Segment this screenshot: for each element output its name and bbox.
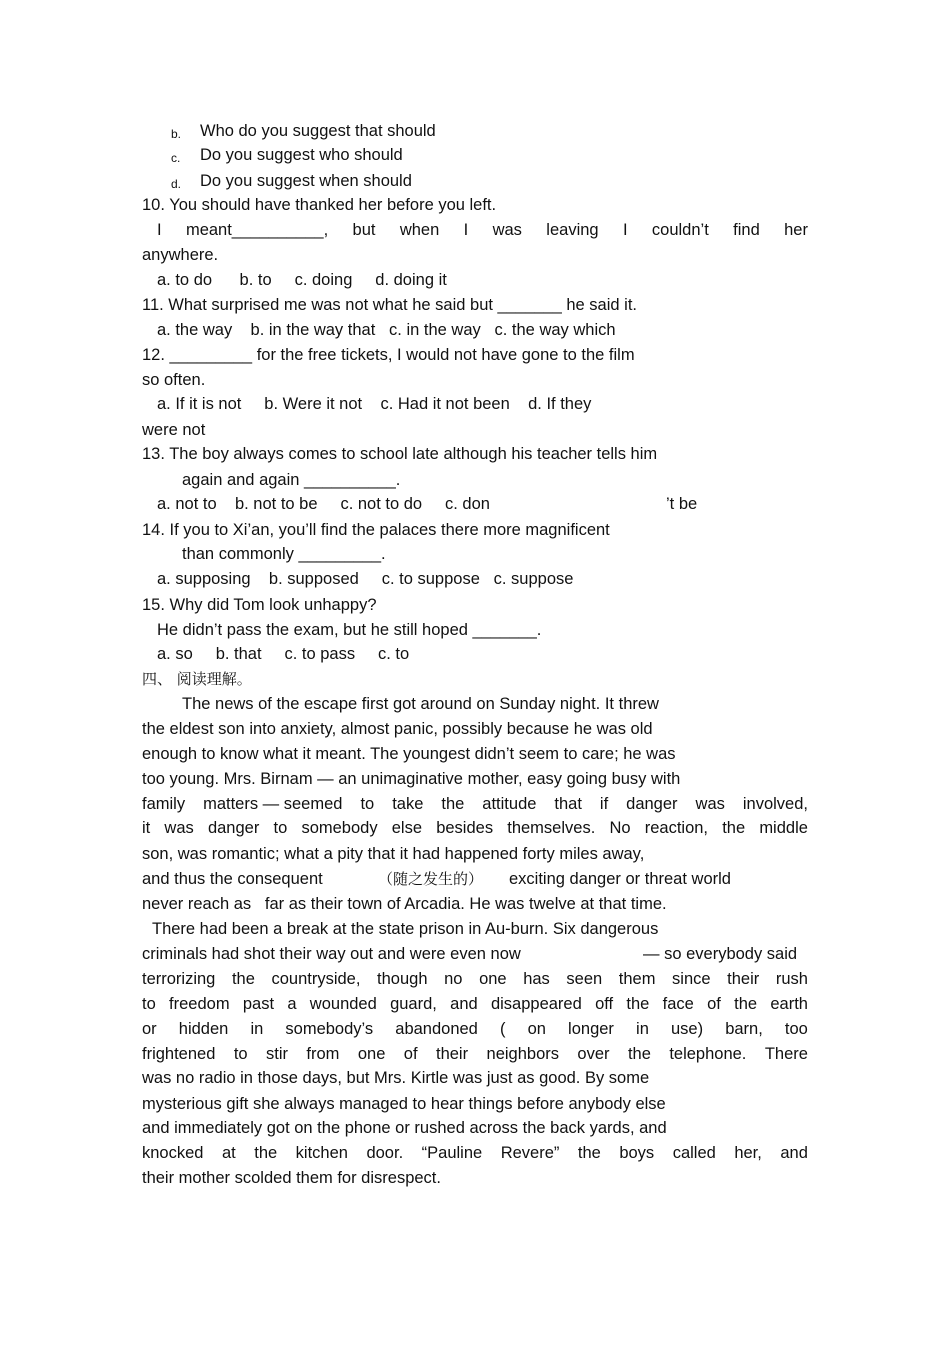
- word: but: [352, 221, 376, 239]
- word: the: [722, 819, 746, 837]
- passage-line: [142, 994, 808, 1014]
- passage-line: too young. Mrs. Birnam — an unimaginative mother, easy going busy with: [142, 770, 681, 788]
- word: or: [142, 1020, 157, 1038]
- word: since: [672, 970, 711, 988]
- q10-options: a. to do b. to c. doing d. doing it: [157, 271, 447, 289]
- q10-reply-end: anywhere.: [142, 246, 219, 264]
- word: matters — seemed: [203, 795, 343, 813]
- passage-line: The news of the escape first got around on Sunday night. It threw: [182, 695, 659, 713]
- q12-options-cont: were not: [142, 421, 206, 439]
- word: face: [662, 995, 694, 1013]
- word: over: [577, 1045, 610, 1063]
- word: family: [142, 795, 186, 813]
- word: meant__________,: [185, 221, 329, 239]
- word: themselves.: [507, 819, 596, 837]
- word: freedom: [169, 995, 230, 1013]
- word: barn,: [725, 1020, 763, 1038]
- q10-reply: [157, 220, 808, 240]
- word: if: [599, 795, 609, 813]
- word: Revere”: [500, 1144, 560, 1162]
- passage-line: There had been a break at the state prison in Au-burn. Six dangerous: [152, 920, 659, 938]
- word: telephone.: [669, 1045, 747, 1063]
- word: involved,: [742, 795, 808, 813]
- word: I: [622, 221, 628, 239]
- word: too: [784, 1020, 808, 1038]
- word: seen: [566, 970, 603, 988]
- word: wounded: [309, 995, 377, 1013]
- word: when: [399, 221, 440, 239]
- word: and: [780, 1144, 808, 1162]
- word: somebody: [301, 819, 378, 837]
- word: neighbors: [486, 1045, 559, 1063]
- word: their: [727, 970, 760, 988]
- word: kitchen: [295, 1144, 348, 1162]
- word: No: [609, 819, 631, 837]
- word: though: [377, 970, 428, 988]
- q14-stem-cont: than commonly _________.: [182, 545, 386, 563]
- word: in: [636, 1020, 649, 1038]
- word: rush: [775, 970, 808, 988]
- word: them: [618, 970, 656, 988]
- q13-options-tail: ’t be: [666, 495, 698, 513]
- word: that: [554, 795, 582, 813]
- passage-line-8a: and thus the consequent: [142, 870, 323, 888]
- word: “Pauline: [421, 1144, 483, 1162]
- passage-line: [142, 1143, 808, 1163]
- word: the: [231, 970, 255, 988]
- passage-line: [142, 969, 808, 989]
- word: from: [306, 1045, 340, 1063]
- passage-line-2a: criminals had shot their way out and were even now: [142, 945, 521, 963]
- word: no: [444, 970, 463, 988]
- word: in: [250, 1020, 264, 1038]
- word: leaving: [546, 221, 599, 239]
- q12-stem-cont: so often.: [142, 371, 206, 389]
- word: use): [670, 1020, 704, 1038]
- word: the: [626, 995, 650, 1013]
- option-marker: d.: [171, 177, 182, 191]
- word: the: [577, 1144, 601, 1162]
- passage-line: [142, 794, 808, 814]
- passage-line: and immediately got on the phone or rushed across the back yards, and: [142, 1119, 667, 1137]
- q13-options: a. not to b. not to be c. not to do c. don: [157, 495, 490, 513]
- word: danger: [626, 795, 678, 813]
- word: the: [441, 795, 465, 813]
- word: one: [479, 970, 507, 988]
- option-text: Do you suggest when should: [200, 172, 412, 190]
- word: was: [164, 819, 194, 837]
- passage-line: was no radio in those days, but Mrs. Kirtle was just as good. By some: [142, 1069, 650, 1087]
- word: I: [463, 221, 469, 239]
- word: somebody’s: [285, 1020, 374, 1038]
- q10-stem: 10. You should have thanked her before you left.: [142, 196, 497, 214]
- word: terrorizing: [142, 970, 216, 988]
- q12-options: a. If it is not b. Were it not c. Had it not been d. If they: [157, 395, 592, 413]
- passage-line-2b: — so everybody said: [643, 945, 798, 963]
- word: else: [391, 819, 423, 837]
- q12-stem: 12. _________ for the free tickets, I would not have gone to the film: [142, 346, 635, 364]
- passage-line: son, was romantic; what a pity that it had happened forty miles away,: [142, 845, 645, 863]
- word: her: [784, 221, 808, 239]
- word: frightened: [142, 1045, 216, 1063]
- passage-line: enough to know what it meant. The youngest didn’t seem to care; he was: [142, 745, 676, 763]
- word: reaction,: [644, 819, 709, 837]
- q15-stem: 15. Why did Tom look unhappy?: [142, 596, 377, 614]
- word: find: [733, 221, 760, 239]
- word: abandoned: [395, 1020, 478, 1038]
- word: besides: [436, 819, 494, 837]
- passage-line-8b: exciting danger or threat world: [509, 870, 731, 888]
- word: was: [492, 221, 522, 239]
- word: door.: [366, 1144, 404, 1162]
- word: at: [221, 1144, 236, 1162]
- passage-line: [142, 1019, 808, 1039]
- word: the: [734, 995, 758, 1013]
- passage-line: [142, 818, 808, 838]
- word: of: [707, 995, 721, 1013]
- word: guard,: [390, 995, 437, 1013]
- passage-line: [142, 1044, 808, 1064]
- word: (: [499, 1020, 506, 1038]
- chinese-gloss: （随之发生的）: [378, 870, 484, 888]
- word: was: [695, 795, 725, 813]
- option-marker: b.: [171, 127, 182, 141]
- word: danger: [207, 819, 260, 837]
- word: couldn’t: [651, 221, 709, 239]
- word: one: [357, 1045, 386, 1063]
- word: hidden: [178, 1020, 229, 1038]
- passage-line: never reach as far as their town of Arcadia. He was twelve at that time.: [142, 895, 667, 913]
- word: stir: [266, 1045, 288, 1063]
- word: earth: [770, 995, 808, 1013]
- passage-line: their mother scolded them for disrespect.: [142, 1169, 441, 1187]
- passage-line: the eldest son into anxiety, almost panic, possibly because he was old: [142, 720, 653, 738]
- word: a: [287, 995, 297, 1013]
- word: it: [142, 819, 151, 837]
- word: their: [435, 1045, 469, 1063]
- word: off: [595, 995, 614, 1013]
- word: longer: [568, 1020, 614, 1038]
- word: her,: [734, 1144, 762, 1162]
- word: of: [403, 1045, 418, 1063]
- word: attitude: [482, 795, 537, 813]
- word: the: [627, 1045, 651, 1063]
- option-text: Who do you suggest that should: [200, 122, 436, 140]
- q14-stem: 14. If you to Xi’an, you’ll find the palaces there more magnificent: [142, 521, 610, 539]
- word: to: [142, 995, 156, 1013]
- word: knocked: [142, 1144, 204, 1162]
- passage-line: mysterious gift she always managed to hear things before anybody else: [142, 1095, 666, 1113]
- word: take: [392, 795, 424, 813]
- word: has: [523, 970, 550, 988]
- word: to: [360, 795, 375, 813]
- q13-stem-cont: again and again __________.: [182, 471, 401, 489]
- word: called: [672, 1144, 716, 1162]
- word: past: [242, 995, 275, 1013]
- q14-options: a. supposing b. supposed c. to suppose c. suppose: [157, 570, 574, 588]
- word: middle: [759, 819, 808, 837]
- word: on: [527, 1020, 546, 1038]
- word: to: [233, 1045, 248, 1063]
- word: countryside,: [271, 970, 361, 988]
- q15-options: a. so b. that c. to pass c. to: [157, 645, 410, 663]
- section-heading: 四、 阅读理解。: [142, 670, 252, 688]
- word: the: [254, 1144, 278, 1162]
- word: and: [450, 995, 478, 1013]
- q11-stem: 11. What surprised me was not what he said but _______ he said it.: [142, 296, 637, 314]
- word: There: [764, 1045, 808, 1063]
- option-marker: c.: [171, 151, 181, 165]
- q13-stem: 13. The boy always comes to school late although his teacher tells him: [142, 445, 658, 463]
- q15-reply: He didn’t pass the exam, but he still hoped _______.: [157, 621, 542, 639]
- word: to: [273, 819, 288, 837]
- word: boys: [619, 1144, 655, 1162]
- word: disappeared: [490, 995, 582, 1013]
- option-text: Do you suggest who should: [200, 146, 403, 164]
- word: I: [157, 221, 162, 239]
- q11-options: a. the way b. in the way that c. in the way c. the way which: [157, 321, 616, 339]
